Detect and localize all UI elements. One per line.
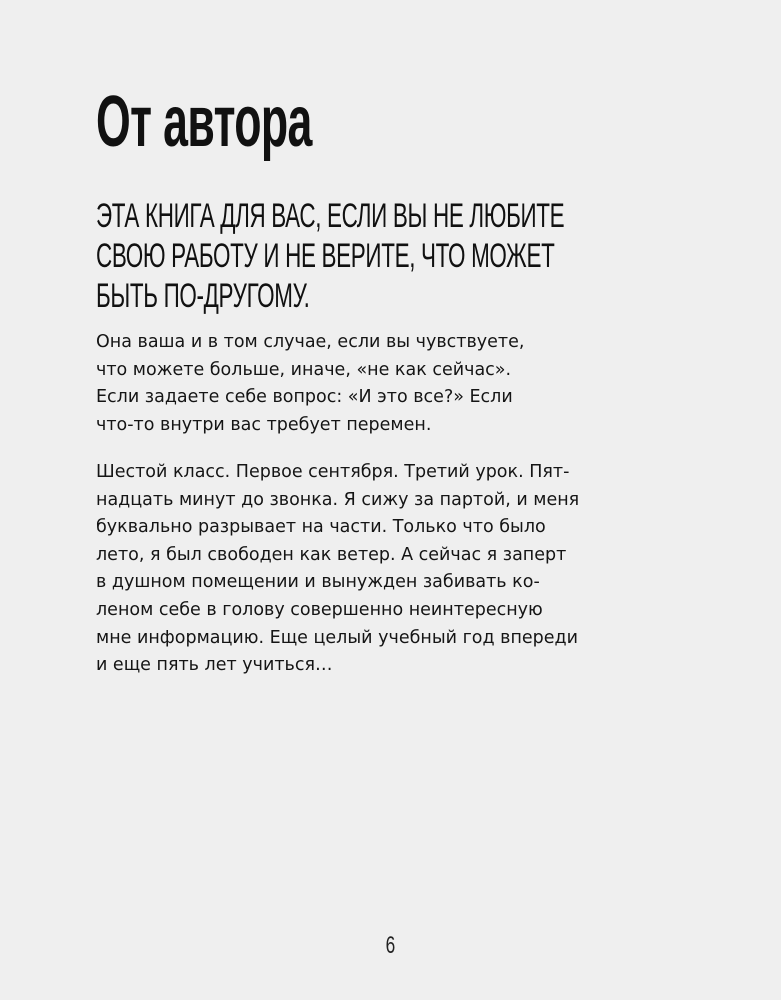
paragraph-line: буквально разрывает на части. Только что было — [96, 517, 546, 538]
lead-line: ЭТА КНИГА ДЛЯ ВАС, ЕСЛИ ВЫ НЕ ЛЮБИТЕ — [96, 197, 565, 235]
paragraph-line: леном себе в голову совершенно неинтересную — [96, 599, 543, 620]
paragraph-intro — [96, 329, 616, 439]
paragraph-line: мне информацию. Еще целый учебный год впереди — [96, 627, 579, 648]
paragraph-line: что можете больше, иначе, «не как сейчас». — [96, 359, 512, 380]
page-title: От автора — [96, 82, 312, 162]
lead-line: БЫТЬ ПО-ДРУГОМУ. — [96, 277, 310, 315]
paragraph-line: что-то внутри вас требует перемен. — [96, 414, 432, 435]
paragraph-line: и еще пять лет учиться… — [96, 655, 333, 676]
paragraph-line: Если задаете себе вопрос: «И это все?» Если — [96, 387, 513, 408]
lead-line: СВОЮ РАБОТУ И НЕ ВЕРИТЕ, ЧТО МОЖЕТ — [96, 237, 555, 275]
paragraph-line: в душном помещении и вынужден забивать ко- — [96, 572, 540, 593]
page-number: 6 — [385, 932, 396, 959]
paragraph-line: Она ваша и в том случае, если вы чувствуете, — [96, 332, 525, 352]
paragraph-story — [96, 459, 616, 680]
paragraph-line: Шестой класс. Первое сентября. Третий урок. Пят- — [96, 462, 570, 482]
paragraph-line: лето, я был свободен как ветер. А сейчас я заперт — [96, 544, 567, 565]
lead-text — [96, 196, 564, 316]
paragraph-line: надцать минут до звонка. Я сижу за партой, и меня — [96, 489, 580, 510]
